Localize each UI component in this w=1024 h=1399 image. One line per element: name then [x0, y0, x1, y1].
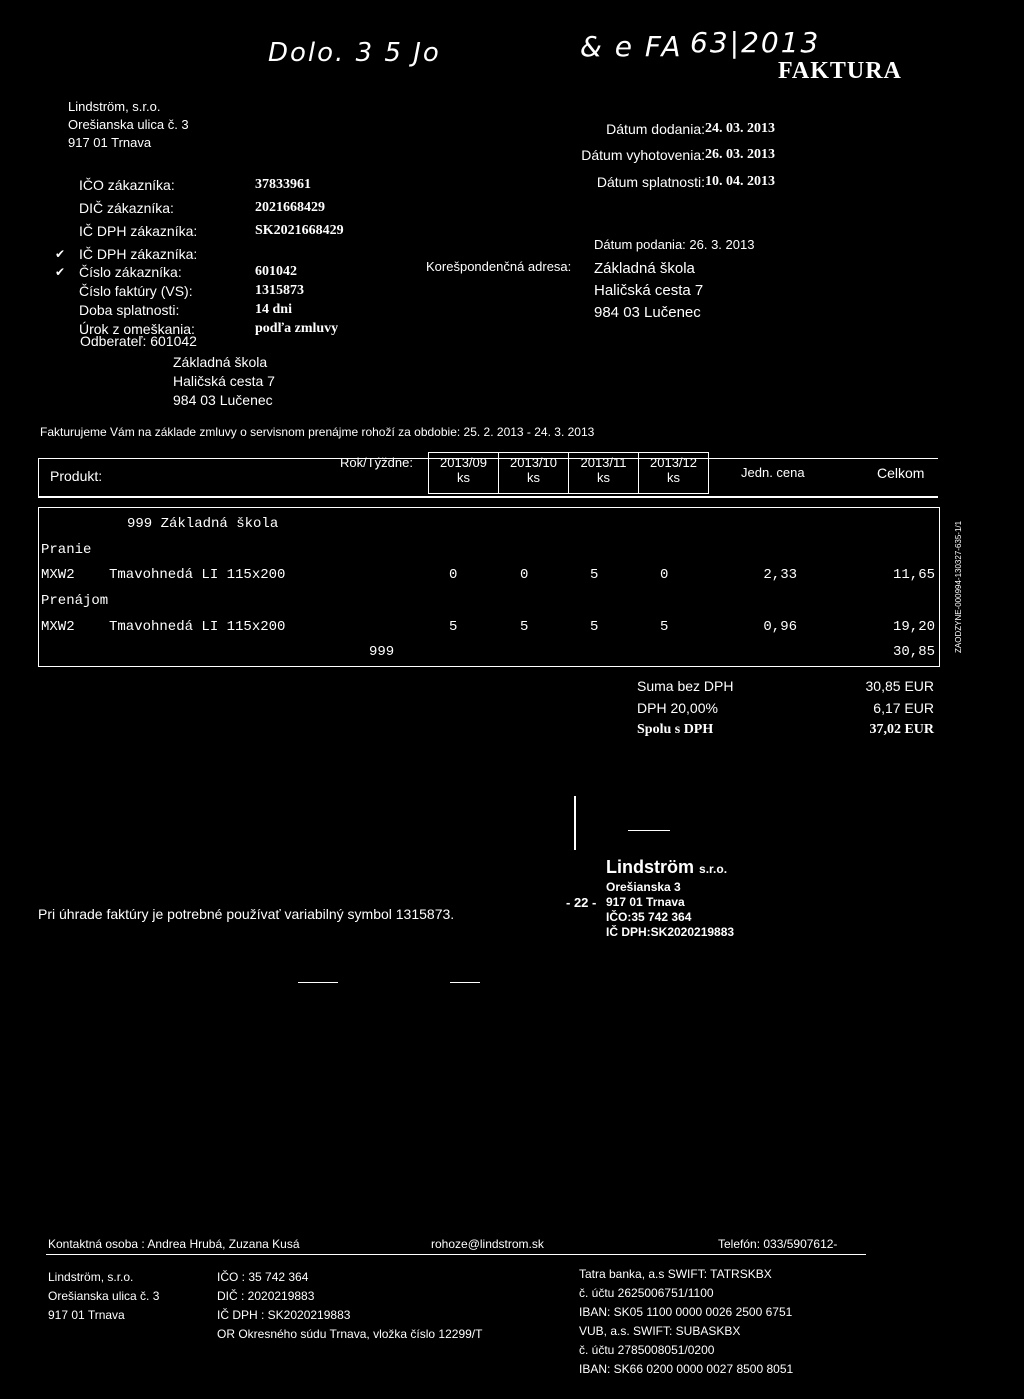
date-issued [520, 147, 820, 174]
stamp-name: Lindström [606, 857, 694, 877]
date-value: 26. 03. 2013 [705, 147, 775, 162]
recipient-label [80, 333, 197, 349]
date-due [520, 174, 820, 200]
payment-note: Pri úhrade faktúry je potrebné používať variabilný symbol 1315873. [38, 906, 455, 922]
stamp-company [606, 857, 734, 877]
date-delivery [520, 121, 820, 147]
row-qty: 5 [449, 619, 458, 635]
supplier-name: Lindström, s.r.o. [68, 99, 161, 114]
field-value: 601042 [255, 264, 297, 279]
period-unit: ks [527, 470, 540, 485]
total-row [600, 678, 940, 700]
subtotal-value: 30,85 [892, 644, 935, 660]
stamp-icdph: IČ DPH:SK2020219883 [606, 925, 735, 939]
date-label: Dátum vyhotovenia: [581, 147, 705, 163]
footer-register: OR Okresného súdu Trnava, vložka číslo 12299/T [217, 1327, 483, 1341]
field-label: Číslo faktúry (VS): [79, 283, 193, 299]
signature-mark [574, 796, 576, 850]
stamp-city: 917 01 Trnava [606, 895, 685, 909]
row-qty: 5 [590, 619, 599, 635]
footer-company-col [48, 1268, 159, 1325]
document-title: FAKTURA [778, 58, 902, 84]
header-bottom-rule [38, 496, 938, 498]
side-document-code: ZAODZYNE-000994-130327-635-1/1 [954, 520, 963, 653]
section-rental: Prenájom [41, 593, 109, 609]
period-unit: ks [667, 470, 680, 485]
period-cell [638, 452, 709, 494]
field-dic [55, 200, 375, 223]
date-value: 24. 03. 2013 [705, 121, 775, 136]
row-qty: 0 [520, 567, 529, 583]
header-year-week: Rok/Týždne: [340, 455, 413, 470]
period-cell [498, 452, 569, 494]
footer-bank-line: Tatra banka, a.s SWIFT: TATRSKBX [579, 1267, 772, 1281]
footer-icdph: IČ DPH : SK2020219883 [217, 1308, 351, 1322]
date-label: Dátum splatnosti: [596, 174, 705, 190]
checkmark-icon: ✔ [55, 265, 66, 279]
field-ico [55, 177, 375, 200]
submission-date: Dátum podania: 26. 3. 2013 [594, 237, 755, 252]
company-stamp [606, 857, 735, 940]
footer-bank-col [579, 1265, 793, 1379]
footer-bank-line: č. účtu 2625006751/1100 [579, 1286, 714, 1300]
stamp-page-number: - 22 - [566, 895, 597, 910]
date-block [520, 121, 820, 200]
table-row [39, 619, 939, 639]
total-row [600, 700, 940, 722]
field-icdph [55, 223, 375, 246]
correspondence-address [594, 258, 703, 324]
field-label: Číslo zákazníka: [79, 264, 182, 280]
field-invoice-no [55, 283, 375, 302]
header-total: Celkom [877, 465, 925, 481]
total-value: 37,02 EUR [869, 722, 934, 737]
footer-rule [46, 1254, 866, 1255]
field-value: SK2021668429 [255, 223, 344, 238]
footer-bank-line: VUB, a.s. SWIFT: SUBASKBX [579, 1324, 741, 1338]
supplier-address [68, 98, 189, 152]
billing-period-text: Fakturujeme Vám na základe zmluvy o servisnom prenájme rohoží za obdobie: 25. 2. 2013 - 24. 3. 2013 [40, 425, 595, 439]
row-total: 11,65 [892, 567, 935, 583]
row-description: Tmavohnedá LI 115x200 [109, 619, 286, 635]
field-label: IČO zákazníka: [79, 177, 175, 193]
total-row-grand [600, 722, 940, 744]
footer-phone: Telefón: 033/5907612- [718, 1237, 838, 1251]
period-unit: ks [597, 470, 610, 485]
field-value: 37833961 [255, 177, 311, 192]
field-label: IČ DPH zákazníka: [79, 246, 198, 262]
period-cell [428, 452, 499, 494]
footer-bank-line: IBAN: SK05 1100 0000 0026 2500 6751 [579, 1305, 793, 1319]
total-label: DPH 20,00% [637, 700, 718, 716]
row-total: 19,20 [892, 619, 935, 635]
header-unit-price: Jedn. cena [741, 465, 805, 480]
field-label: IČ DPH zákazníka: [79, 223, 198, 239]
table-header [38, 452, 938, 500]
footer-dic: DIČ : 2020219883 [217, 1289, 315, 1303]
date-label: Dátum dodania: [606, 121, 705, 137]
recipient-city: 984 03 Lučenec [173, 392, 273, 408]
field-label: Doba splatnosti: [79, 302, 180, 318]
row-qty: 5 [590, 567, 599, 583]
stamp-street: Orešianska 3 [606, 880, 681, 894]
totals-block [600, 678, 940, 744]
row-qty: 0 [449, 567, 458, 583]
field-due-period [55, 302, 375, 321]
recipient-label-text: Odberateľ: [80, 333, 147, 349]
recipient-name: Základná škola [173, 354, 268, 370]
field-value: podľa zmluvy [255, 321, 339, 336]
footer-ids-col [217, 1268, 482, 1344]
row-qty: 0 [660, 567, 669, 583]
stamp-suffix: s.r.o. [699, 862, 728, 876]
customer-line: 999 Základná škola [127, 516, 279, 532]
total-value: 6,17 EUR [873, 700, 934, 716]
header-left-rule [38, 458, 39, 497]
table-row [39, 567, 939, 587]
period-cell [568, 452, 639, 494]
signature-mark [628, 830, 670, 831]
total-label: Spolu s DPH [637, 722, 714, 737]
field-value: 2021668429 [255, 200, 325, 215]
date-value: 10. 04. 2013 [705, 174, 775, 189]
correspondence-label: Korešpondenčná adresa: [426, 259, 572, 274]
row-code: MXW2 [41, 619, 75, 635]
correspondence-street: Haličská cesta 7 [594, 282, 704, 299]
field-customer-no [55, 264, 375, 283]
separator-mark [450, 982, 480, 983]
footer-contact: Kontaktná osoba : Andrea Hrubá, Zuzana Kusá [48, 1237, 300, 1251]
subtotal-code: 999 [369, 644, 395, 660]
footer-company-name: Lindström, s.r.o. [48, 1270, 134, 1284]
field-label: Úrok z omeškania: [79, 321, 195, 337]
handwritten-note-left: Dolo. 3 5 Jo [268, 38, 441, 68]
footer-bank-line: č. účtu 2785008051/0200 [579, 1343, 715, 1357]
checkmark-icon: ✔ [55, 247, 66, 261]
row-unit-price: 0,96 [763, 619, 797, 635]
supplier-street: Orešianska ulica č. 3 [68, 117, 189, 132]
table-body [38, 507, 940, 667]
period-label: 2013/11 [580, 455, 627, 470]
footer-bank-line: IBAN: SK66 0200 0000 0027 8500 8051 [579, 1362, 794, 1376]
footer-company-street: Orešianska ulica č. 3 [48, 1289, 160, 1303]
row-qty: 5 [660, 619, 669, 635]
row-unit-price: 2,33 [763, 567, 797, 583]
handwritten-invoice-ref: 63|2013 [690, 26, 821, 59]
field-icdph-2 [55, 246, 375, 264]
period-label: 2013/09 [440, 455, 487, 470]
recipient-address [173, 353, 275, 410]
total-value: 30,85 EUR [865, 678, 934, 694]
period-label: 2013/10 [510, 455, 557, 470]
footer-email: rohoze@lindstrom.sk [431, 1237, 544, 1251]
customer-fields [55, 177, 375, 340]
supplier-city: 917 01 Trnava [68, 135, 152, 150]
section-washing: Pranie [41, 542, 92, 558]
footer-company-city: 917 01 Trnava [48, 1308, 125, 1322]
correspondence-city: 984 03 Lučenec [594, 304, 701, 321]
field-value: 14 dni [255, 302, 292, 317]
field-label: DIČ zákazníka: [79, 200, 174, 216]
row-qty: 5 [520, 619, 529, 635]
header-product: Produkt: [50, 468, 103, 484]
recipient-street: Haličská cesta 7 [173, 373, 275, 389]
separator-mark [298, 982, 338, 983]
period-label: 2013/12 [650, 455, 697, 470]
stamp-ico: IČO:35 742 364 [606, 910, 692, 924]
row-code: MXW2 [41, 567, 75, 583]
field-value: 1315873 [255, 283, 304, 298]
correspondence-name: Základná škola [594, 260, 695, 277]
total-label: Suma bez DPH [637, 678, 734, 694]
row-description: Tmavohnedá LI 115x200 [109, 567, 286, 583]
period-unit: ks [457, 470, 470, 485]
handwritten-note-mid: & e FA [580, 30, 683, 63]
recipient-code: 601042 [150, 333, 197, 349]
footer-ico: IČO : 35 742 364 [217, 1270, 309, 1284]
